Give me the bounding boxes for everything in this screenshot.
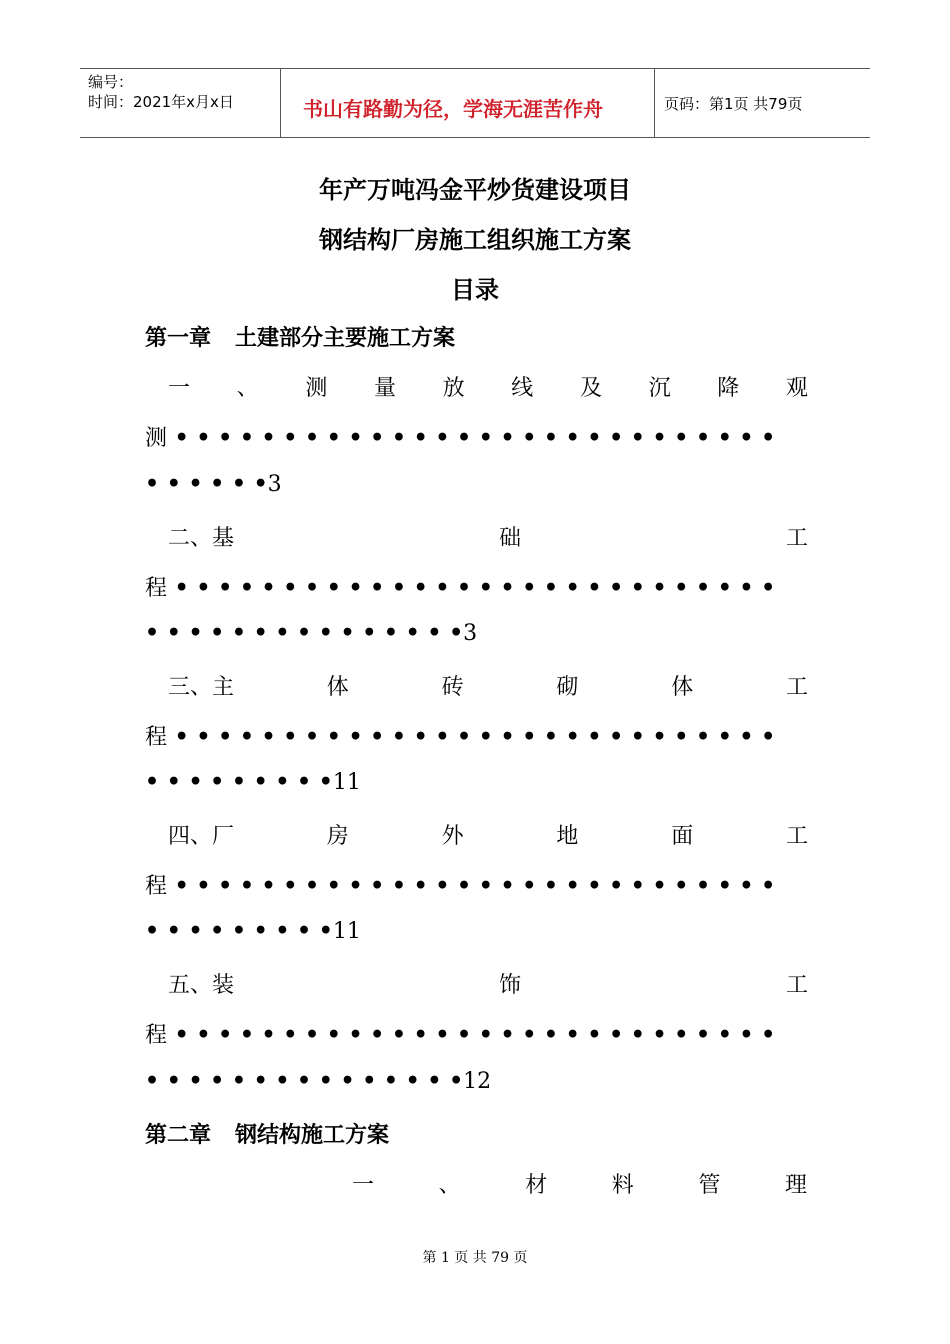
page-header bbox=[80, 68, 870, 138]
toc-entry-4-head: 四、厂 房 外 地 面 工 bbox=[168, 824, 808, 849]
header-motto: 书山有路勤为径，学海无涯苦作舟 bbox=[303, 97, 603, 121]
toc-entry-4-page: • • • • • • • • •11 bbox=[145, 918, 361, 944]
header-page-cell bbox=[655, 69, 870, 137]
toc-chapter-2-entry-1-head: 一 、 材 料 管 理 bbox=[352, 1173, 807, 1198]
chapter-number: 第一章 bbox=[145, 326, 212, 351]
chapter-number: 第二章 bbox=[145, 1123, 212, 1148]
toc-entry-3-leader: 程 • • • • • • • • • • • • • • • • • • • • • • • • • • • • bbox=[145, 724, 776, 750]
toc-entry-1-head: 一 、 测 量 放 线 及 沉 降 观 bbox=[168, 376, 808, 401]
header-page-info: 页码：第1页 共79页 bbox=[664, 95, 803, 113]
toc-entry-2-leader: 程 • • • • • • • • • • • • • • • • • • • • • • • • • • • • bbox=[145, 575, 776, 601]
toc-entry-5-head: 五、装 饰 工 bbox=[168, 973, 808, 998]
page-footer: 第 1 页 共 79 页 bbox=[422, 1250, 528, 1266]
chapter-title: 土建部分主要施工方案 bbox=[235, 326, 456, 351]
chapter-1-heading bbox=[145, 321, 455, 352]
toc-heading: 目录 bbox=[451, 276, 499, 304]
toc-entry-3-head: 三、主 体 砖 砌 体 工 bbox=[168, 675, 808, 700]
document-date-label: 时间：2021年x月x日 bbox=[88, 93, 234, 111]
toc-entry-5-leader: 程 • • • • • • • • • • • • • • • • • • • • • • • • • • • • bbox=[145, 1022, 776, 1048]
document-title-line-1: 年产万吨冯金平炒货建设项目 bbox=[319, 176, 631, 204]
toc-entry-2-head: 二、基 础 工 bbox=[168, 526, 808, 551]
toc-entry-4-leader: 程 • • • • • • • • • • • • • • • • • • • • • • • • • • • • bbox=[145, 873, 776, 899]
document-number-label: 编号： bbox=[88, 73, 134, 91]
document-title-line-2: 钢结构厂房施工组织施工方案 bbox=[319, 226, 631, 254]
toc-entry-3-page: • • • • • • • • •11 bbox=[145, 769, 361, 795]
toc-entry-1-leader: 测 • • • • • • • • • • • • • • • • • • • • • • • • • • • • bbox=[145, 425, 776, 451]
header-meta-cell bbox=[80, 69, 281, 137]
toc-entry-1-page: • • • • • •3 bbox=[145, 471, 282, 497]
header-motto-cell bbox=[281, 69, 655, 137]
toc-entry-2-page: • • • • • • • • • • • • • • •3 bbox=[145, 620, 478, 646]
chapter-title: 钢结构施工方案 bbox=[235, 1123, 390, 1148]
toc-entry-5-page: • • • • • • • • • • • • • • •12 bbox=[145, 1068, 492, 1094]
chapter-2-heading bbox=[145, 1118, 389, 1149]
